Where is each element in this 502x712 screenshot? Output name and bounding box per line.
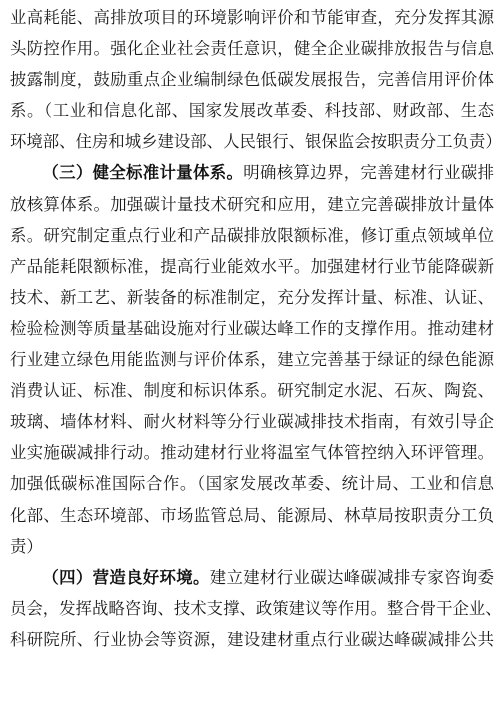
text-line: 头防控作用。强化企业社会责任意识，健全企业碳排放报告与信息 (10, 39, 494, 59)
text-line: 系。研究制定重点行业和产品碳排放限额标准，修订重点领域单位 (10, 225, 494, 245)
text-line: 产品能耗限额标准，提高行业能效水平。加强建材行业节能降碳新 (10, 256, 494, 276)
text-line: 业高耗能、高排放项目的环境影响评价和节能审查，充分发挥其源 (10, 8, 494, 27)
text-line: 披露制度，鼓励重点企业编制绿色低碳发展报告，完善信用评价体 (10, 70, 494, 90)
text-line: 检验检测等质量基础设施对行业碳达峰工作的支撑作用。推动建材 (10, 318, 494, 338)
text-line: 环境部、住房和城乡建设部、人民银行、银保监会按职责分工负责） (10, 132, 502, 152)
section-heading: （四）营造良好环境。 (42, 567, 210, 587)
paragraph-good-environment (10, 562, 502, 655)
text-line: 员会，发挥战略咨询、技术支撑、政策建议等作用。整合骨干企业、 (10, 598, 502, 618)
text-line: 行业建立绿色用能监测与评价体系，建立完善基于绿证的绿色能源 (10, 350, 494, 370)
text-line: 加强低碳标准国际合作。（国家发展改革委、统计局、工业和信息 (10, 474, 494, 494)
text-line: 放核算体系。加强碳计量技术研究和应用，建立完善碳排放计量体 (10, 194, 494, 214)
text-line-first (10, 157, 494, 188)
text-line: 系。（工业和信息化部、国家发展改革委、科技部、财政部、生态 (10, 101, 494, 121)
text-line: 业实施碳减排行动。推动建材行业将温室气体管控纳入环评管理。 (10, 443, 494, 463)
text-line: 科研院所、行业协会等资源，建设建材重点行业碳达峰碳减排公共 (10, 629, 494, 649)
text-line: 技术、新工艺、新装备的标准制定，充分发挥计量、标准、认证、 (10, 287, 494, 307)
text-line: 玻璃、墙体材料、耐火材料等分行业碳减排技术指南，有效引导企 (10, 412, 494, 432)
document-page (10, 2, 502, 655)
text-line-first (10, 562, 494, 593)
paragraph-standards-metrology (10, 157, 494, 561)
text-run: 建立建材行业碳达峰碳减排专家咨询委 (209, 567, 495, 587)
text-line: 消费认证、标准、制度和标识体系。研究制定水泥、石灰、陶瓷、 (10, 381, 494, 401)
paragraph-1 (10, 2, 502, 157)
text-run: 明确核算边界，完善建材行业碳排 (243, 163, 495, 183)
text-line: 责） (10, 536, 43, 556)
section-heading: （三）健全标准计量体系。 (42, 163, 244, 183)
text-line: 化部、生态环境部、市场监管总局、能源局、林草局按职责分工负 (10, 505, 494, 525)
